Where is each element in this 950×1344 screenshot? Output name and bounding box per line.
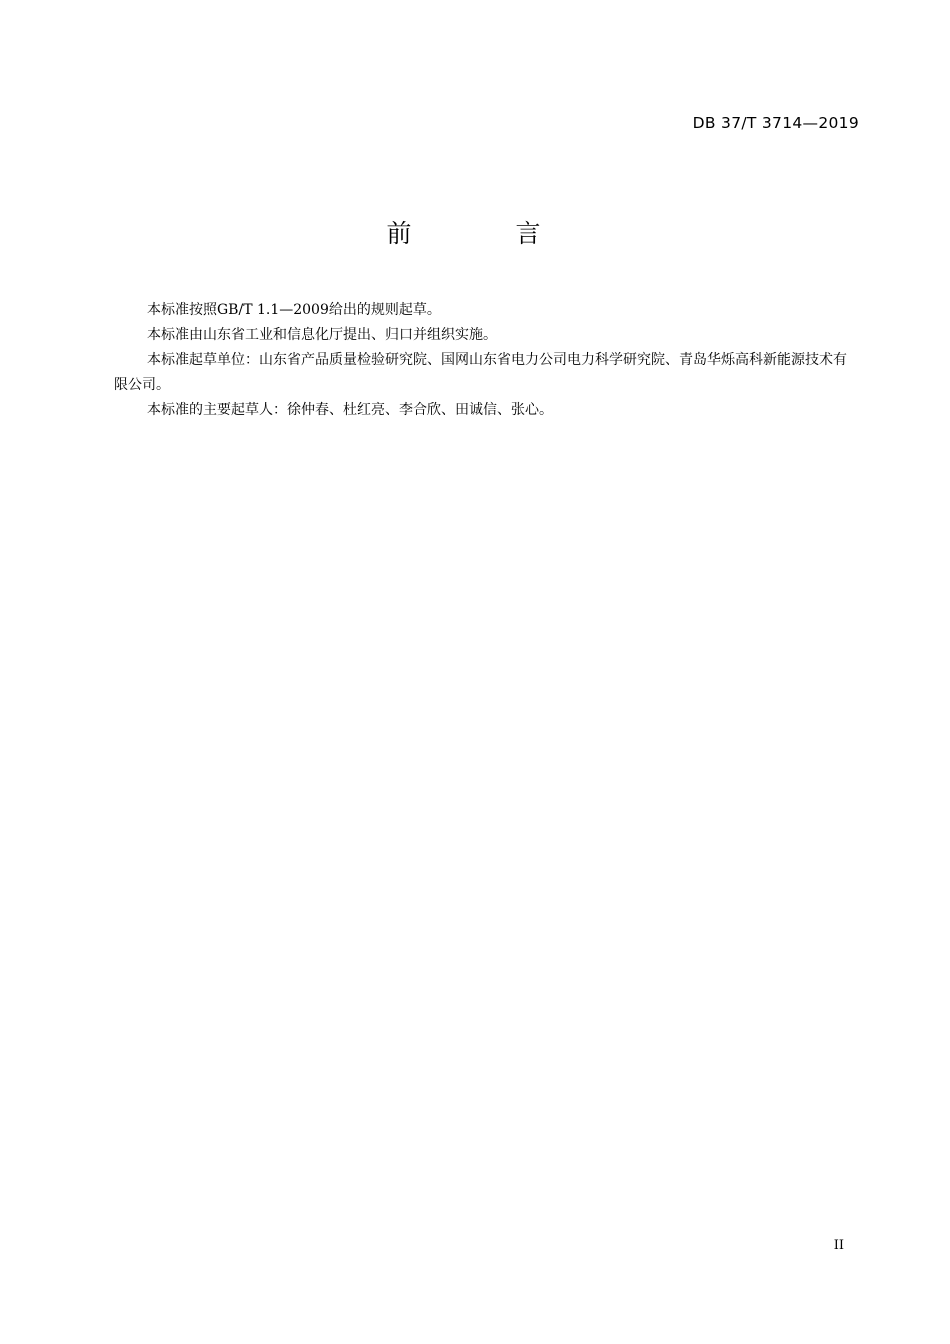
paragraph-drafters: 本标准的主要起草人：徐仲春、杜红亮、李合欣、田诚信、张心。 (147, 402, 553, 418)
paragraph-drafting-units: 本标准起草单位：山东省产品质量检验研究院、国网山东省电力公司电力科学研究院、青岛华烁高科新能源技术有限公司。 (114, 352, 847, 393)
paragraph-proposer: 本标准由山东省工业和信息化厅提出、归口并组织实施。 (147, 327, 497, 343)
page-title: 前 言 (386, 219, 589, 248)
foreword-body (114, 298, 859, 423)
standard-code: DB 37/T 3714—2019 (692, 114, 859, 132)
page-number: II (833, 1238, 844, 1253)
paragraph-drafting-rules: 本标准按照GB/T 1.1—2009给出的规则起草。 (147, 302, 441, 318)
